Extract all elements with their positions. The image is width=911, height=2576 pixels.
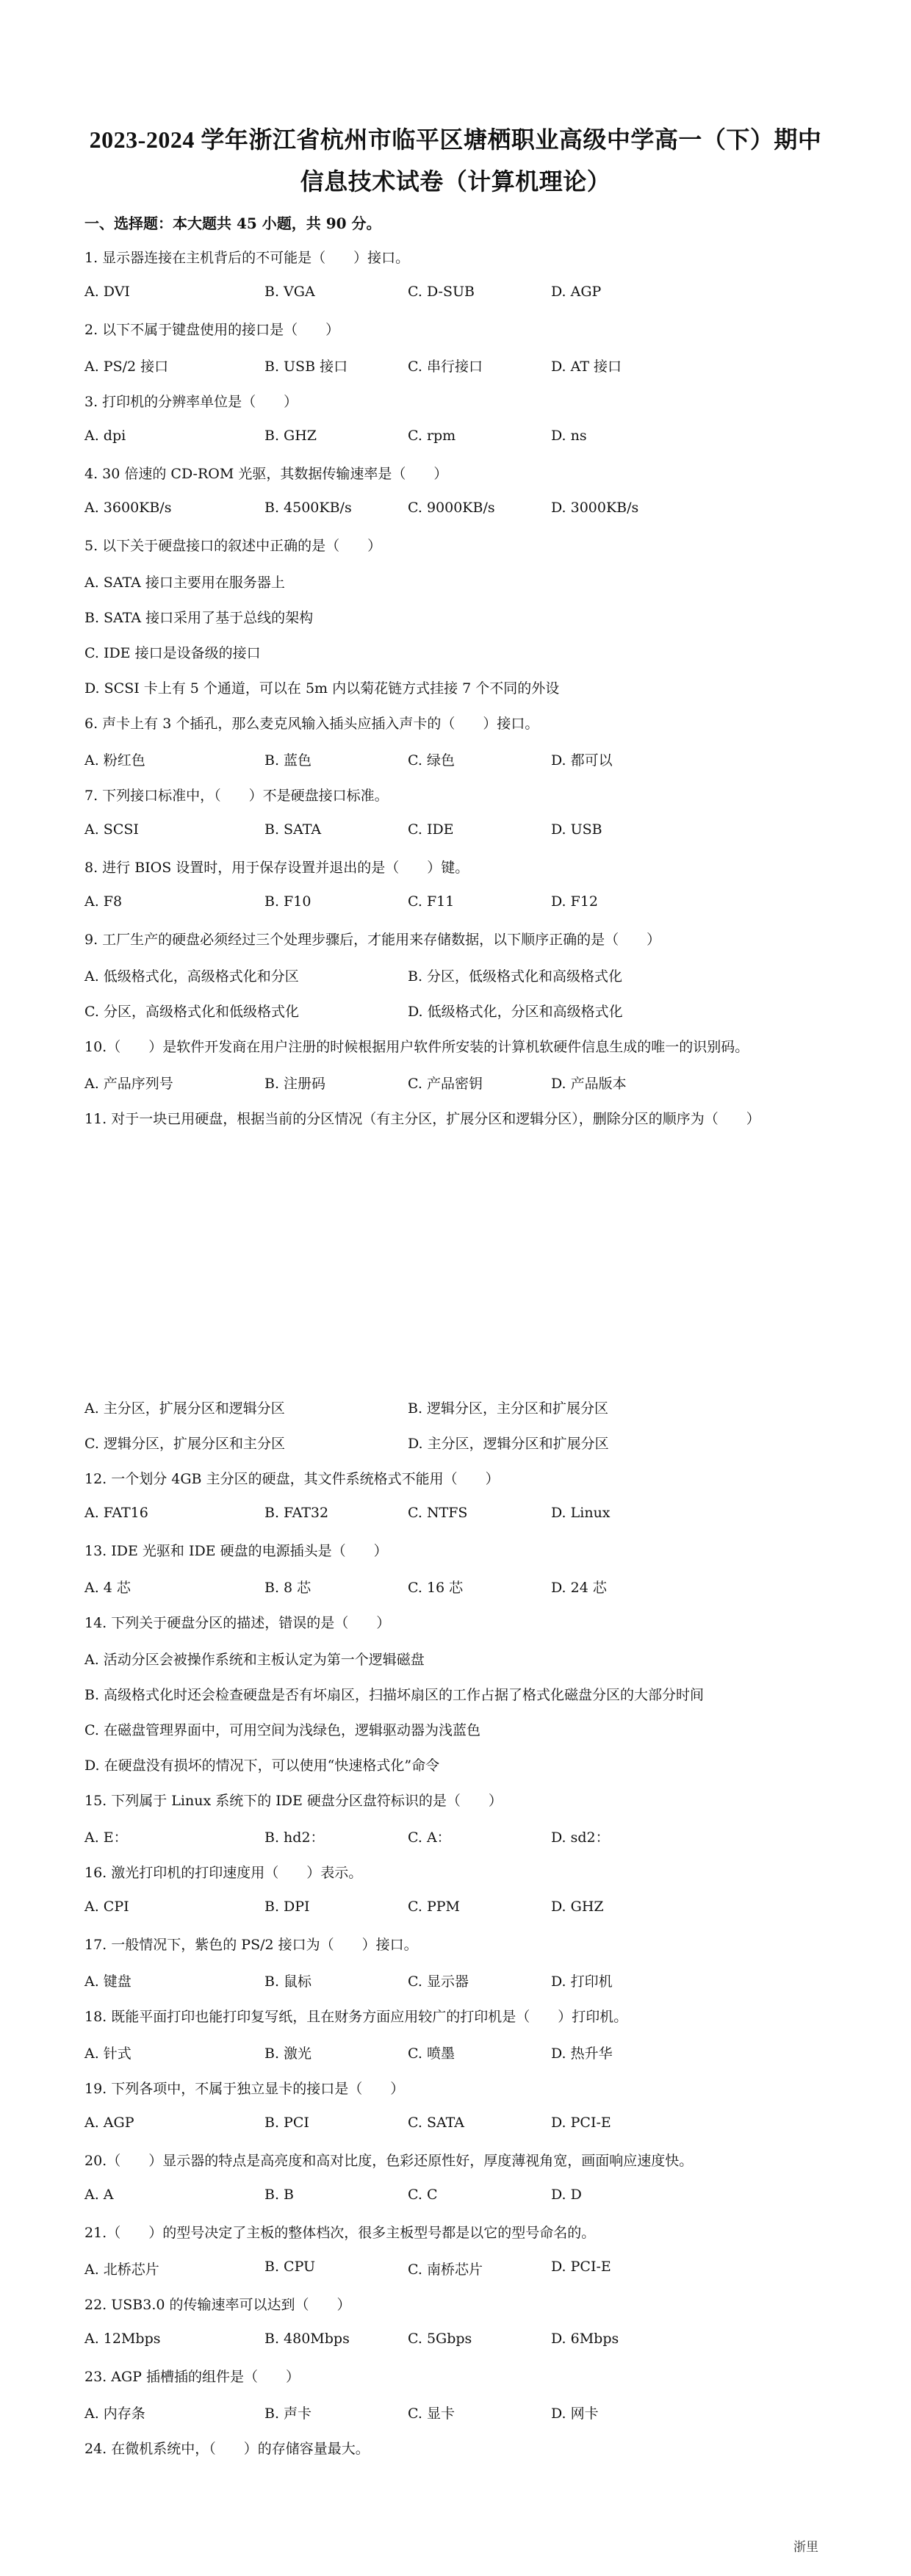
option-a: A. 主分区，扩展分区和逻辑分区 bbox=[84, 1400, 285, 1417]
question-22-options bbox=[84, 2331, 827, 2353]
option-b: B. 逻辑分区，主分区和扩展分区 bbox=[408, 1400, 609, 1417]
option-b: B. 鼠标 bbox=[264, 1974, 312, 1990]
option-b: B. 分区，低级格式化和高级格式化 bbox=[408, 968, 623, 985]
option-d: D. ns bbox=[551, 428, 587, 444]
option-a: A. 内存条 bbox=[84, 2406, 145, 2422]
question-16-stem: 16. 激光打印机的打印速度用（ ）表示。 bbox=[84, 1865, 363, 1881]
option-c: C. 喷墨 bbox=[408, 2046, 455, 2062]
option-c: C. D-SUB bbox=[408, 284, 475, 300]
option-b: B. PCI bbox=[264, 2115, 309, 2131]
option-c: C. 显示器 bbox=[408, 1974, 469, 1990]
question-7-stem: 7. 下列接口标准中，（ ）不是硬盘接口标准。 bbox=[84, 788, 389, 804]
option-a: A. E： bbox=[84, 1830, 128, 1846]
question-9-stem: 9. 工厂生产的硬盘必须经过三个处理步骤后，才能用来存储数据，以下顺序正确的是（ ） bbox=[84, 932, 661, 948]
question-23-options bbox=[84, 2403, 827, 2425]
question-21-options bbox=[84, 2259, 827, 2281]
option-c: C. 5Gbps bbox=[408, 2331, 472, 2347]
question-5-stem: 5. 以下关于硬盘接口的叙述中正确的是（ ） bbox=[84, 538, 382, 554]
option-c: C. 显卡 bbox=[408, 2406, 455, 2422]
option-b: B. DPI bbox=[264, 1899, 310, 1915]
option-a: A. dpi bbox=[84, 428, 126, 444]
option-b: B. 注册码 bbox=[264, 1076, 326, 1092]
question-12-stem: 12. 一个划分 4GB 主分区的硬盘，其文件系统格式不能用（ ） bbox=[84, 1471, 500, 1487]
option-d: D. 网卡 bbox=[551, 2406, 599, 2422]
option-b: B. hd2： bbox=[264, 1830, 325, 1846]
option-d: D. 主分区，逻辑分区和扩展分区 bbox=[408, 1436, 609, 1452]
option-a: A. 低级格式化，高级格式化和分区 bbox=[84, 968, 299, 985]
option-a: A. 12Mbps bbox=[84, 2331, 161, 2347]
question-8-stem: 8. 进行 BIOS 设置时，用于保存设置并退出的是（ ）键。 bbox=[84, 860, 469, 876]
option-b: B. 声卡 bbox=[264, 2406, 312, 2422]
option-a: A. FAT16 bbox=[84, 1505, 148, 1521]
question-6-stem: 6. 声卡上有 3 个插孔，那么麦克风输入插头应插入声卡的（ ）接口。 bbox=[84, 716, 539, 732]
option-c: C. 产品密钥 bbox=[408, 1076, 483, 1092]
option-d: D. 在硬盘没有损坏的情况下，可以使用“快速格式化”命令 bbox=[84, 1757, 440, 1774]
option-a: A. AGP bbox=[84, 2115, 134, 2131]
option-d: D. 6Mbps bbox=[551, 2331, 619, 2347]
option-b: B. F10 bbox=[264, 893, 312, 910]
question-2-options bbox=[84, 356, 827, 378]
question-17-options bbox=[84, 1971, 827, 1993]
option-b: B. 高级格式化时还会检查硬盘是否有坏扇区，扫描坏扇区的工作占据了格式化磁盘分区的大部分时间 bbox=[84, 1687, 705, 1703]
question-19-stem: 19. 下列各项中，不属于独立显卡的接口是（ ） bbox=[84, 2081, 405, 2097]
question-1-options bbox=[84, 284, 827, 306]
option-a: A. 活动分区会被操作系统和主板认定为第一个逻辑磁盘 bbox=[84, 1652, 425, 1668]
question-10-stem: 10.（ ）是软件开发商在用户注册的时候根据用户软件所安装的计算机软硬件信息生成的唯一的识别码。 bbox=[84, 1039, 749, 1055]
option-a: A. 粉红色 bbox=[84, 752, 145, 769]
option-a: A. F8 bbox=[84, 893, 123, 910]
option-b: B. 480Mbps bbox=[264, 2331, 350, 2347]
option-c: C. 绿色 bbox=[408, 752, 455, 769]
option-c: C. IDE bbox=[408, 821, 454, 838]
option-c: C. 分区，高级格式化和低级格式化 bbox=[84, 1004, 299, 1020]
question-11-options-row2 bbox=[84, 1433, 827, 1455]
question-21-stem: 21.（ ）的型号决定了主板的整体档次，很多主板型号都是以它的型号命名的。 bbox=[84, 2225, 596, 2241]
question-23-stem: 23. AGP 插槽插的组件是（ ） bbox=[84, 2369, 300, 2385]
question-15-options bbox=[84, 1827, 827, 1849]
option-c: C. 在磁盘管理界面中，可用空间为浅绿色，逻辑驱动器为浅蓝色 bbox=[84, 1722, 480, 1738]
exam-title-line2: 信息技术试卷（计算机理论） bbox=[300, 168, 611, 195]
option-d: D. F12 bbox=[551, 893, 598, 910]
option-d: D. GHZ bbox=[551, 1899, 604, 1915]
question-11-stem: 11. 对于一块已用硬盘，根据当前的分区情况（有主分区，扩展分区和逻辑分区），删除分区的顺序为（ ） bbox=[84, 1111, 760, 1127]
option-d: D. USB bbox=[551, 821, 602, 838]
option-b: B. 8 芯 bbox=[264, 1580, 312, 1596]
question-3-stem: 3. 打印机的分辨率单位是（ ） bbox=[84, 394, 298, 410]
question-10-options bbox=[84, 1073, 827, 1095]
option-c: C. 南桥芯片 bbox=[408, 2262, 483, 2278]
option-d: D. 3000KB/s bbox=[551, 500, 639, 516]
section-heading: 一、选择题：本大题共 45 小题，共 90 分。 bbox=[84, 215, 381, 232]
option-c: C. rpm bbox=[408, 428, 456, 444]
question-4-stem: 4. 30 倍速的 CD-ROM 光驱，其数据传输速率是（ ） bbox=[84, 466, 448, 482]
option-d: D. Linux bbox=[551, 1505, 611, 1521]
option-a: A. DVI bbox=[84, 284, 130, 300]
option-c: C. C bbox=[408, 2187, 438, 2203]
option-d: D. AT 接口 bbox=[551, 359, 622, 375]
option-d: D. 产品版本 bbox=[551, 1076, 627, 1092]
option-c: C. 逻辑分区，扩展分区和主分区 bbox=[84, 1436, 285, 1452]
question-19-options bbox=[84, 2115, 827, 2137]
option-b: B. GHZ bbox=[264, 428, 317, 444]
option-c: C. 16 芯 bbox=[408, 1580, 464, 1596]
option-b: B. 4500KB/s bbox=[264, 500, 352, 516]
question-16-options bbox=[84, 1899, 827, 1921]
option-d: D. 低级格式化，分区和高级格式化 bbox=[408, 1004, 623, 1020]
question-3-options bbox=[84, 428, 827, 450]
option-c: C. F11 bbox=[408, 893, 455, 910]
question-18-options bbox=[84, 2043, 827, 2065]
option-c: C. 9000KB/s bbox=[408, 500, 495, 516]
option-d: D. 打印机 bbox=[551, 1974, 613, 1990]
question-1-stem: 1. 显示器连接在主机背后的不可能是（ ）接口。 bbox=[84, 250, 410, 266]
option-b: B. 蓝色 bbox=[264, 752, 312, 769]
option-a: A. 3600KB/s bbox=[84, 500, 172, 516]
option-d: D. PCI-E bbox=[551, 2259, 611, 2275]
option-b: B. FAT32 bbox=[264, 1505, 329, 1521]
option-b: B. USB 接口 bbox=[264, 359, 348, 375]
page-footer: 浙里 bbox=[793, 2540, 818, 2555]
option-a: A. A bbox=[84, 2187, 114, 2203]
option-c: C. NTFS bbox=[408, 1505, 468, 1521]
option-c: C. IDE 接口是设备级的接口 bbox=[84, 645, 261, 661]
option-a: A. SCSI bbox=[84, 821, 139, 838]
question-12-options bbox=[84, 1505, 827, 1527]
option-b: B. SATA bbox=[264, 821, 322, 838]
option-b: B. CPU bbox=[264, 2259, 316, 2275]
option-d: D. D bbox=[551, 2187, 582, 2203]
question-13-stem: 13. IDE 光驱和 IDE 硬盘的电源插头是（ ） bbox=[84, 1543, 388, 1559]
question-17-stem: 17. 一般情况下，紫色的 PS/2 接口为（ ）接口。 bbox=[84, 1937, 418, 1953]
question-9-options-row1 bbox=[84, 965, 827, 987]
option-b: B. B bbox=[264, 2187, 295, 2203]
option-d: D. 24 芯 bbox=[551, 1580, 607, 1596]
question-20-options bbox=[84, 2187, 827, 2209]
option-d: D. SCSI 卡上有 5 个通道，可以在 5m 内以菊花链方式挂接 7 个不同的外设 bbox=[84, 680, 560, 697]
option-a: A. 键盘 bbox=[84, 1974, 132, 1990]
question-11-options-row1 bbox=[84, 1397, 827, 1420]
option-a: A. 针式 bbox=[84, 2046, 132, 2062]
option-d: D. 热升华 bbox=[551, 2046, 613, 2062]
question-24-stem: 24. 在微机系统中，（ ）的存储容量最大。 bbox=[84, 2441, 370, 2457]
option-a: A. PS/2 接口 bbox=[84, 359, 169, 375]
question-2-stem: 2. 以下不属于键盘使用的接口是（ ） bbox=[84, 322, 340, 338]
question-22-stem: 22. USB3.0 的传输速率可以达到（ ） bbox=[84, 2297, 351, 2313]
question-20-stem: 20.（ ）显示器的特点是高亮度和高对比度，色彩还原性好，厚度薄视角宽，画面响应速度快。 bbox=[84, 2153, 694, 2169]
option-c: C. A： bbox=[408, 1830, 451, 1846]
question-9-options-row2 bbox=[84, 1001, 827, 1023]
option-b: B. SATA 接口采用了基于总线的架构 bbox=[84, 610, 314, 626]
option-b: B. VGA bbox=[264, 284, 315, 300]
option-a: A. SATA 接口主要用在服务器上 bbox=[84, 575, 285, 591]
option-a: A. CPI bbox=[84, 1899, 129, 1915]
option-a: A. 4 芯 bbox=[84, 1580, 131, 1596]
question-7-options bbox=[84, 821, 827, 843]
option-c: C. PPM bbox=[408, 1899, 460, 1915]
option-d: D. 都可以 bbox=[551, 752, 613, 769]
option-c: C. SATA bbox=[408, 2115, 464, 2131]
question-8-options bbox=[84, 893, 827, 915]
option-c: C. 串行接口 bbox=[408, 359, 483, 375]
option-d: D. PCI-E bbox=[551, 2115, 611, 2131]
option-d: D. AGP bbox=[551, 284, 602, 300]
exam-title-line1: 2023-2024 学年浙江省杭州市临平区塘栖职业高级中学高一（下）期中 bbox=[89, 126, 822, 153]
question-6-options bbox=[84, 749, 827, 771]
option-a: A. 北桥芯片 bbox=[84, 2262, 159, 2278]
question-14-stem: 14. 下列关于硬盘分区的描述，错误的是（ ） bbox=[84, 1615, 391, 1631]
question-18-stem: 18. 既能平面打印也能打印复写纸，且在财务方面应用较广的打印机是（ ）打印机。 bbox=[84, 2009, 628, 2025]
option-b: B. 激光 bbox=[264, 2046, 312, 2062]
option-d: D. sd2： bbox=[551, 1830, 610, 1846]
question-4-options bbox=[84, 500, 827, 522]
question-15-stem: 15. 下列属于 Linux 系统下的 IDE 硬盘分区盘符标识的是（ ） bbox=[84, 1793, 503, 1809]
question-13-options bbox=[84, 1577, 827, 1599]
option-a: A. 产品序列号 bbox=[84, 1076, 173, 1092]
